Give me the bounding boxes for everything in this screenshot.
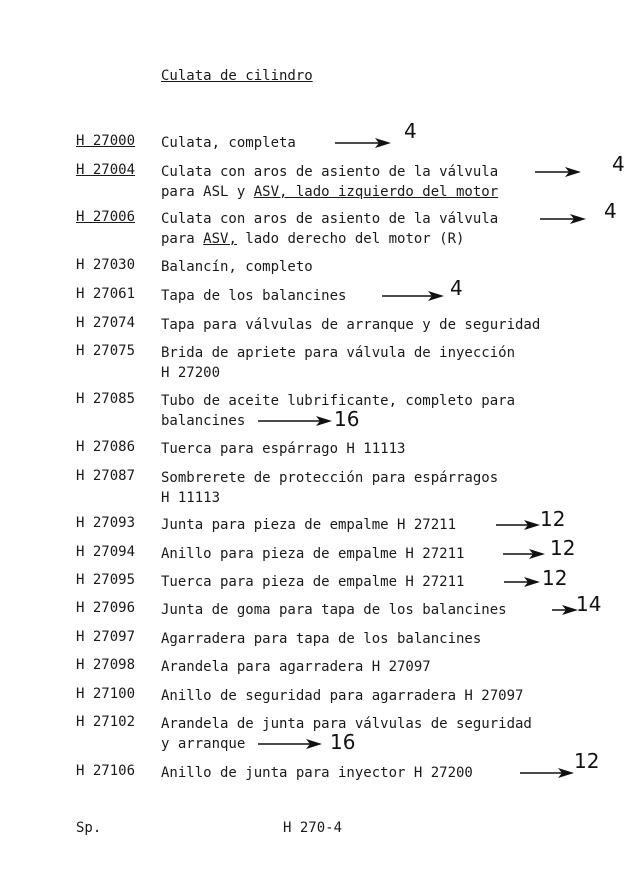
part-code: H 27085 — [76, 391, 136, 407]
handwritten-page-note: 12 — [550, 536, 576, 560]
handwritten-page-note: 4 — [612, 152, 625, 176]
handwritten-page-note: 4 — [450, 276, 463, 300]
part-description — [161, 714, 591, 754]
handwritten-arrow-icon — [535, 166, 585, 178]
description-line: Anillo para pieza de empalme H 27211 — [161, 546, 465, 562]
part-code: H 27075 — [76, 343, 136, 359]
part-code: H 27100 — [76, 686, 136, 702]
description-line: Anillo de junta para inyector H 27200 — [161, 765, 473, 781]
description-line: Arandela de junta para válvulas de seguridad — [161, 716, 532, 732]
description-line: para ASL y ASV, lado izquierdo del motor — [161, 184, 499, 200]
handwritten-page-note: 12 — [540, 507, 566, 531]
part-description — [161, 257, 591, 277]
description-line: Agarradera para tapa de los balancines — [161, 631, 482, 647]
description-line: Junta de goma para tapa de los balancines — [161, 602, 507, 618]
part-description — [161, 657, 591, 677]
description-line: Brida de apriete para válvula de inyección — [161, 345, 516, 361]
description-line: para ASV, lado derecho del motor (R) — [161, 231, 465, 247]
handwritten-arrow-icon — [335, 137, 395, 149]
part-code: H 27097 — [76, 629, 136, 645]
handwritten-arrow-icon — [520, 767, 578, 779]
part-code: H 27102 — [76, 714, 136, 730]
handwritten-page-note: 16 — [334, 407, 360, 431]
description-line: Arandela para agarradera H 27097 — [161, 659, 431, 675]
part-code: H 27098 — [76, 657, 136, 673]
description-line: Tapa de los balancines — [161, 288, 347, 304]
handwritten-arrow-icon — [382, 290, 448, 302]
part-code: H 27061 — [76, 286, 136, 302]
part-code: H 27087 — [76, 468, 136, 484]
part-description — [161, 600, 591, 620]
handwritten-page-note: 12 — [574, 749, 600, 773]
handwritten-arrow-icon — [258, 738, 326, 750]
part-code: H 27095 — [76, 572, 136, 588]
part-description — [161, 468, 591, 508]
part-code: H 27006 — [76, 209, 136, 225]
description-line: Sombrerete de protección para espárragos — [161, 470, 499, 486]
handwritten-page-note: 14 — [576, 592, 602, 616]
handwritten-arrow-icon — [496, 519, 544, 531]
handwritten-arrow-icon — [504, 576, 544, 588]
part-code: H 27106 — [76, 763, 136, 779]
part-code: H 27030 — [76, 257, 136, 273]
description-line: Tuerca para espárrago H 11113 — [161, 441, 406, 457]
page-title: Culata de cilindro — [161, 68, 313, 84]
description-line: Culata con aros de asiento de la válvula — [161, 164, 499, 180]
part-code: H 27074 — [76, 315, 136, 331]
part-description — [161, 315, 591, 335]
part-code: H 27093 — [76, 515, 136, 531]
description-line: Culata, completa — [161, 135, 296, 151]
part-description — [161, 391, 591, 431]
part-code: H 27004 — [76, 162, 136, 178]
description-line: y arranque — [161, 736, 246, 752]
description-line: balancines — [161, 413, 246, 429]
part-code: H 27096 — [76, 600, 136, 616]
footer-language: Sp. — [76, 820, 102, 836]
description-line: Anillo de seguridad para agarradera H 27097 — [161, 688, 524, 704]
description-line: Tapa para válvulas de arranque y de seguridad — [161, 317, 541, 333]
part-description — [161, 439, 591, 459]
description-line: Tuerca para pieza de empalme H 27211 — [161, 574, 465, 590]
part-description — [161, 629, 591, 649]
handwritten-page-note: 4 — [604, 199, 617, 223]
description-line: Tubo de aceite lubrificante, completo para — [161, 393, 516, 409]
part-code: H 27094 — [76, 544, 136, 560]
handwritten-arrow-icon — [540, 213, 590, 225]
part-description — [161, 209, 591, 249]
part-code: H 27086 — [76, 439, 136, 455]
handwritten-page-note: 12 — [542, 566, 568, 590]
description-line: Balancín, completo — [161, 259, 313, 275]
part-description — [161, 686, 591, 706]
handwritten-arrow-icon — [503, 548, 549, 560]
part-code: H 27000 — [76, 133, 136, 149]
description-line: H 11113 — [161, 490, 221, 506]
part-description — [161, 343, 591, 383]
description-line: H 27200 — [161, 365, 221, 381]
part-description — [161, 162, 591, 202]
handwritten-page-note: 16 — [330, 730, 356, 754]
part-description — [161, 286, 591, 306]
handwritten-page-note: 4 — [404, 119, 417, 143]
footer-page-number: H 270-4 — [283, 820, 343, 836]
description-line: Culata con aros de asiento de la válvula — [161, 211, 499, 227]
description-line: Junta para pieza de empalme H 27211 — [161, 517, 457, 533]
handwritten-arrow-icon — [258, 415, 336, 427]
